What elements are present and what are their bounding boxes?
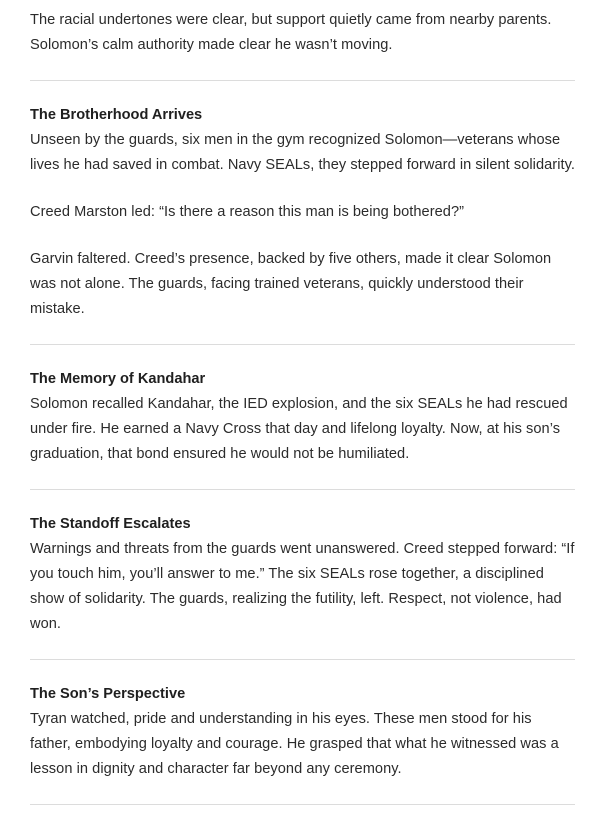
section-heading: The Standoff Escalates [30, 516, 191, 532]
intro-paragraph: The racial undertones were clear, but support quietly came from nearby parents. Solomon’s calm authority made clear he wasn’t moving. [30, 12, 552, 53]
section-paragraph: Warnings and threats from the guards went unanswered. Creed stepped forward: “If you touch him, you’ll answer to me.” The six SEALs rose together, a disciplined show of solidarity. The guards, realizing the futility, left. Respect, not violence, had won. [30, 541, 575, 632]
section-heading: The Brotherhood Arrives [30, 107, 203, 123]
section-brotherhood-arrives [30, 81, 575, 344]
section-paragraph: Unseen by the guards, six men in the gym recognized Solomon—veterans whose lives he had saved in combat. Navy SEALs, they stepped forward in silent solidarity. [30, 132, 575, 173]
section-heading: The Memory of Kandahar [30, 371, 206, 387]
intro-section [30, 8, 575, 80]
article-content [30, 8, 575, 805]
section-memory-of-kandahar [30, 345, 575, 489]
section-paragraph: Solomon recalled Kandahar, the IED explosion, and the six SEALs he had rescued under fire. He earned a Navy Cross that day and lifelong loyalty. Now, at his son’s graduation, that bond ensured he would not be humiliated. [30, 396, 568, 462]
section-heading: The Son’s Perspective [30, 686, 186, 702]
section-divider [30, 804, 575, 805]
section-paragraph: Tyran watched, pride and understanding in his eyes. These men stood for his father, embodying loyalty and courage. He grasped that what he witnessed was a lesson in dignity and character far beyond any ceremony. [30, 711, 559, 777]
section-paragraph: Garvin faltered. Creed’s presence, backed by five others, made it clear Solomon was not alone. The guards, facing trained veterans, quickly understood their mistake. [30, 251, 552, 317]
section-sons-perspective [30, 660, 575, 804]
section-standoff-escalates [30, 490, 575, 659]
section-paragraph: Creed Marston led: “Is there a reason this man is being bothered?” [30, 204, 465, 220]
